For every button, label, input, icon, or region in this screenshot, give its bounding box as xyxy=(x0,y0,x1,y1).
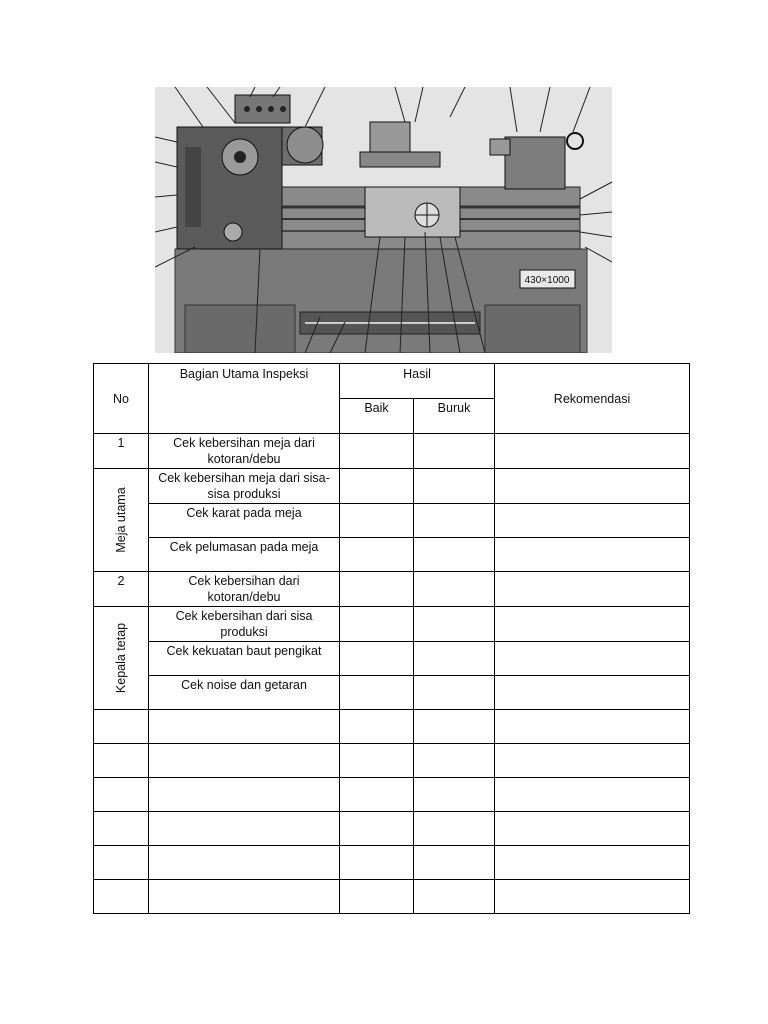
recommendation-cell[interactable] xyxy=(495,880,690,914)
good-cell[interactable] xyxy=(340,504,414,538)
table-row xyxy=(94,572,690,607)
row-number[interactable] xyxy=(94,846,149,880)
inspection-item[interactable] xyxy=(149,778,340,812)
inspection-item: Cek karat pada meja xyxy=(149,504,340,538)
good-cell[interactable] xyxy=(340,642,414,676)
recommendation-cell[interactable] xyxy=(495,812,690,846)
row-number[interactable] xyxy=(94,880,149,914)
group-label: Meja utama xyxy=(114,487,128,553)
header-bad: Buruk xyxy=(414,399,495,434)
good-cell[interactable] xyxy=(340,538,414,572)
table-row xyxy=(94,504,690,538)
good-cell[interactable] xyxy=(340,846,414,880)
inspection-item: Cek pelumasan pada meja xyxy=(149,538,340,572)
inspection-item[interactable] xyxy=(149,846,340,880)
group-label-cell xyxy=(94,607,149,710)
empty-table-row xyxy=(94,744,690,778)
recommendation-cell[interactable] xyxy=(495,676,690,710)
inspection-item[interactable] xyxy=(149,880,340,914)
table-row xyxy=(94,607,690,642)
header-good: Baik xyxy=(340,399,414,434)
header-no: No xyxy=(94,364,149,434)
bad-cell[interactable] xyxy=(414,676,495,710)
empty-table-row xyxy=(94,812,690,846)
empty-table-row xyxy=(94,710,690,744)
header-part: Bagian Utama Inspeksi xyxy=(149,364,340,434)
inspection-item: Cek kebersihan dari sisa produksi xyxy=(149,607,340,642)
bad-cell[interactable] xyxy=(414,744,495,778)
bad-cell[interactable] xyxy=(414,607,495,642)
recommendation-cell[interactable] xyxy=(495,778,690,812)
group-label-cell xyxy=(94,469,149,572)
good-cell[interactable] xyxy=(340,812,414,846)
table-row xyxy=(94,538,690,572)
recommendation-cell[interactable] xyxy=(495,504,690,538)
table-row xyxy=(94,676,690,710)
inspection-item[interactable] xyxy=(149,812,340,846)
bad-cell[interactable] xyxy=(414,710,495,744)
header-result: Hasil xyxy=(340,364,495,399)
bad-cell[interactable] xyxy=(414,880,495,914)
recommendation-cell[interactable] xyxy=(495,710,690,744)
row-number[interactable] xyxy=(94,710,149,744)
good-cell[interactable] xyxy=(340,676,414,710)
inspection-item: Cek kebersihan dari kotoran/debu xyxy=(149,572,340,607)
empty-table-row xyxy=(94,778,690,812)
table-row xyxy=(94,642,690,676)
good-cell[interactable] xyxy=(340,607,414,642)
bad-cell[interactable] xyxy=(414,812,495,846)
recommendation-cell[interactable] xyxy=(495,538,690,572)
inspection-item: Cek noise dan getaran xyxy=(149,676,340,710)
group-label: Kepala tetap xyxy=(114,622,128,694)
good-cell[interactable] xyxy=(340,710,414,744)
inspection-item: Cek kebersihan meja dari kotoran/debu xyxy=(149,434,340,469)
recommendation-cell[interactable] xyxy=(495,846,690,880)
bad-cell[interactable] xyxy=(414,642,495,676)
inspection-item: Cek kebersihan meja dari sisa-sisa produksi xyxy=(149,469,340,504)
row-number: 2 xyxy=(94,572,149,607)
recommendation-cell[interactable] xyxy=(495,642,690,676)
empty-table-row xyxy=(94,846,690,880)
row-number[interactable] xyxy=(94,778,149,812)
bad-cell[interactable] xyxy=(414,538,495,572)
good-cell[interactable] xyxy=(340,469,414,504)
bad-cell[interactable] xyxy=(414,778,495,812)
lathe-machine-figure xyxy=(155,87,612,353)
good-cell[interactable] xyxy=(340,434,414,469)
table-row xyxy=(94,469,690,504)
row-number[interactable] xyxy=(94,744,149,778)
good-cell[interactable] xyxy=(340,744,414,778)
recommendation-cell[interactable] xyxy=(495,434,690,469)
good-cell[interactable] xyxy=(340,572,414,607)
empty-table-row xyxy=(94,880,690,914)
inspection-item: Cek kekuatan baut pengikat xyxy=(149,642,340,676)
bad-cell[interactable] xyxy=(414,434,495,469)
header-recommendation: Rekomendasi xyxy=(495,364,690,434)
model-plate-text: 430×1000 xyxy=(524,275,570,286)
recommendation-cell[interactable] xyxy=(495,744,690,778)
bad-cell[interactable] xyxy=(414,572,495,607)
empty-rows xyxy=(94,710,690,914)
inspection-table xyxy=(93,363,690,914)
bad-cell[interactable] xyxy=(414,846,495,880)
recommendation-cell[interactable] xyxy=(495,469,690,504)
inspection-item[interactable] xyxy=(149,710,340,744)
table-row xyxy=(94,434,690,469)
recommendation-cell[interactable] xyxy=(495,572,690,607)
recommendation-cell[interactable] xyxy=(495,607,690,642)
good-cell[interactable] xyxy=(340,880,414,914)
bad-cell[interactable] xyxy=(414,504,495,538)
bad-cell[interactable] xyxy=(414,469,495,504)
row-number: 1 xyxy=(94,434,149,469)
inspection-item[interactable] xyxy=(149,744,340,778)
row-number[interactable] xyxy=(94,812,149,846)
good-cell[interactable] xyxy=(340,778,414,812)
